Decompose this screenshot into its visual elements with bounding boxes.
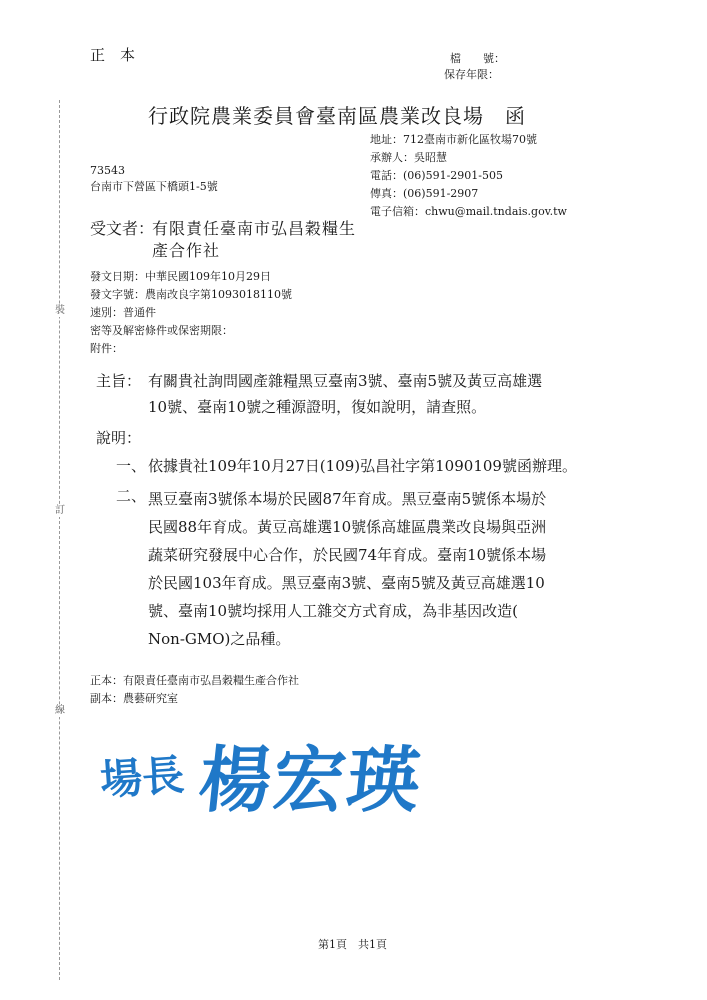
- item2-line: 蔬菜研究發展中心合作，於民國74年育成。臺南10號係本場: [148, 546, 547, 564]
- document-number: 發文字號：農南改良字第1093018110號: [90, 288, 292, 301]
- sender-contact-block: [370, 131, 567, 221]
- signature-title-stamp: 場長: [98, 750, 186, 805]
- delivery-speed: 速別：普通件: [90, 306, 156, 319]
- item2-text: [148, 485, 546, 653]
- binding-mark-top: 裝: [55, 305, 65, 316]
- item2-line: 民國88年育成。黃豆高雄選10號係高雄區農業改良場與亞洲: [148, 518, 547, 536]
- page-number: 第1頁 共1頁: [318, 938, 387, 951]
- explanation-label: 說明：: [96, 429, 142, 447]
- classification: 密等及解密條件或保密期限：: [90, 324, 233, 337]
- item2-line: 黑豆臺南3號係本場於民國87年育成。黑豆臺南5號係本場於: [148, 490, 547, 508]
- document-meta: [90, 268, 292, 358]
- item2-line: 號、臺南10號均採用人工雜交方式育成，為非基因改造(: [148, 602, 518, 620]
- item1-number: 一、: [116, 457, 147, 475]
- binding-line: [59, 100, 60, 980]
- document-title: 行政院農業委員會臺南區農業改良場 函: [148, 104, 526, 128]
- item2-line: Non-GMO)之品種。: [148, 630, 291, 648]
- item2-line: 於民國103年育成。黑豆臺南3號、臺南5號及黃豆高雄選10: [148, 574, 545, 592]
- attachments: 附件：: [90, 342, 123, 355]
- binding-mark-middle: 訂: [55, 505, 65, 516]
- file-number-label: 檔 號：: [450, 52, 505, 65]
- cc-original: 正本：有限責任臺南市弘昌穀糧生產合作社: [90, 674, 299, 687]
- binding-mark-bottom: 線: [55, 705, 65, 716]
- item2-number: 二、: [116, 487, 147, 505]
- subject-line2: 10號、臺南10號之種源證明，復如說明，請查照。: [148, 398, 487, 416]
- recipient-name-line2: 產合作社: [152, 241, 221, 260]
- copy-type-label: 正 本: [90, 46, 136, 64]
- cc-copy: 副本：農藝研究室: [90, 692, 178, 705]
- recipient-label: 受文者：: [90, 219, 155, 238]
- recipient-name-line1: 有限責任臺南市弘昌穀糧生: [152, 219, 357, 238]
- subject-line1: 有關貴社詢問國產雜糧黑豆臺南3號、臺南5號及黃豆高雄選: [148, 372, 543, 390]
- item1-text: 依據貴社109年10月27日(109)弘昌社字第1090109號函辦理。: [148, 457, 577, 475]
- sender-address: 地址：712臺南市新化區牧場70號: [370, 133, 537, 146]
- sender-fax: 傳真：(06)591-2907: [370, 187, 479, 200]
- signature-name-stamp: 楊宏瑛: [194, 738, 426, 822]
- recipient-postcode: 73543: [90, 164, 125, 177]
- issue-date: 發文日期：中華民國109年10月29日: [90, 270, 271, 283]
- recipient-address: 台南市下營區下橋頭1-5號: [90, 180, 218, 193]
- sender-email: 電子信箱：chwu@mail.tndais.gov.tw: [370, 205, 567, 218]
- subject-label: 主旨：: [96, 372, 142, 390]
- retention-period-label: 保存年限：: [444, 68, 499, 81]
- sender-phone: 電話：(06)591-2901-505: [370, 169, 503, 182]
- sender-handler: 承辦人：吳昭慧: [370, 151, 447, 164]
